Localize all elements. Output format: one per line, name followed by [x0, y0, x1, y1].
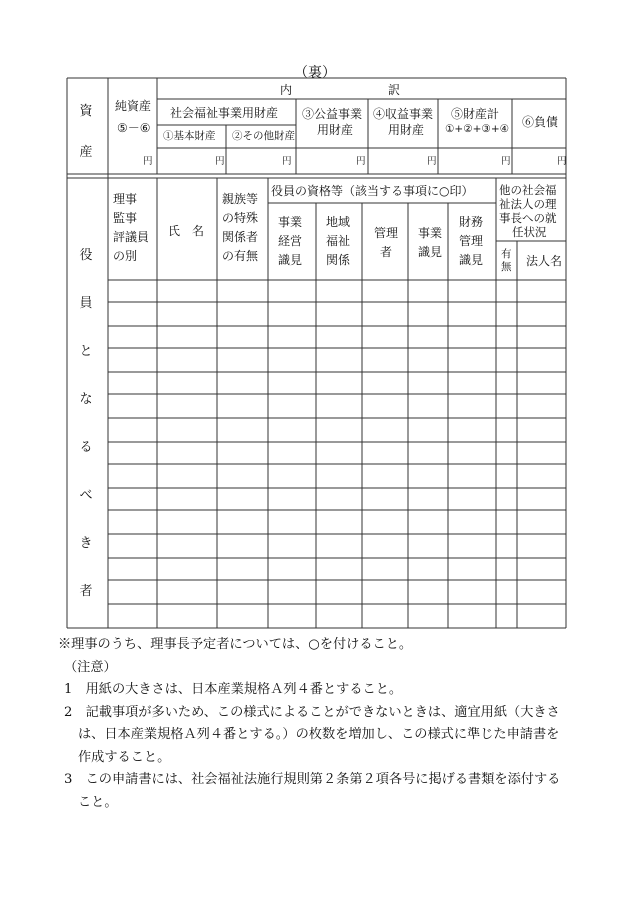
yen-unit: 円 [356, 156, 366, 167]
qualification-business-management: 事業 経営 識見 [278, 215, 303, 267]
public-assets-label-1: ③公益事業 [302, 107, 363, 121]
yen-unit: 円 [427, 156, 437, 167]
role-column-header: 理事 監事 評議員 の別 [113, 192, 150, 263]
other-assets-label: ②その他財産 [232, 130, 295, 142]
breakdown-label: 内 訳 [280, 83, 401, 97]
qualification-manager: 管理 者 [373, 226, 398, 259]
notes-section [58, 634, 568, 814]
yen-unit: 円 [215, 156, 225, 167]
welfare-assets-label: 社会福祉事業用財産 [170, 106, 279, 120]
note-item: 1 用紙の大きさは、日本産業規格Ａ列４番とすること。 [64, 682, 403, 697]
yen-unit: 円 [557, 156, 567, 167]
page-title: （裏） [294, 65, 336, 81]
basic-assets-label: ①基本財産 [163, 130, 216, 142]
net-assets-formula: ⑤－⑥ [117, 121, 151, 135]
profit-assets-label-2: 用財産 [388, 123, 425, 137]
qualification-financial-management: 財務 管理 識見 [459, 215, 484, 267]
profit-assets-label-1: ④収益事業 [373, 107, 434, 121]
qualification-header: 役員の資格等（該当する事項に○印） [271, 184, 474, 198]
yen-unit: 円 [501, 156, 511, 167]
yen-unit: 円 [282, 156, 292, 167]
other-corporation-header: 他の社会福 祉法人の理 事長への就 任状況 [499, 183, 557, 239]
yen-unit: 円 [143, 156, 153, 167]
officers-side-label: 役 員 と な る べ き 者 [79, 248, 93, 599]
star-note: ※理事のうち、理事長予定者については、○を付けること。 [58, 637, 413, 652]
corporation-name-header: 法人名 [526, 254, 563, 268]
assets-side-label: 資 産 [79, 104, 93, 160]
notes-heading: （注意） [64, 659, 117, 675]
net-assets-label: 純資産 [115, 99, 152, 113]
note-item: 3 この申請書には、社会福祉法施行規則第２条第２項各号に掲げる書類を添付すること。 [64, 772, 561, 810]
relation-column-header: 親族等 の特殊 関係者 の有無 [222, 192, 259, 263]
qualification-regional-welfare: 地域 福祉 関係 [326, 215, 351, 267]
liability-label: ⑥負債 [522, 115, 559, 129]
has-or-none-header: 有 無 [501, 248, 512, 273]
qualification-business-insight: 事業 識見 [418, 226, 443, 259]
public-assets-label-2: 用財産 [317, 123, 354, 137]
total-assets-label-2: ①+②+③+④ [445, 123, 510, 135]
total-assets-label-1: ⑤財産計 [451, 107, 500, 121]
note-item: 2 記載事項が多いため、この様式によることができないときは、適宜用紙（大きさは、日本産業規格Ａ列４番とする。）の枚数を増加し、この様式に準じた申請書を作成すること。 [64, 704, 560, 765]
name-column-header: 氏 名 [168, 224, 205, 238]
